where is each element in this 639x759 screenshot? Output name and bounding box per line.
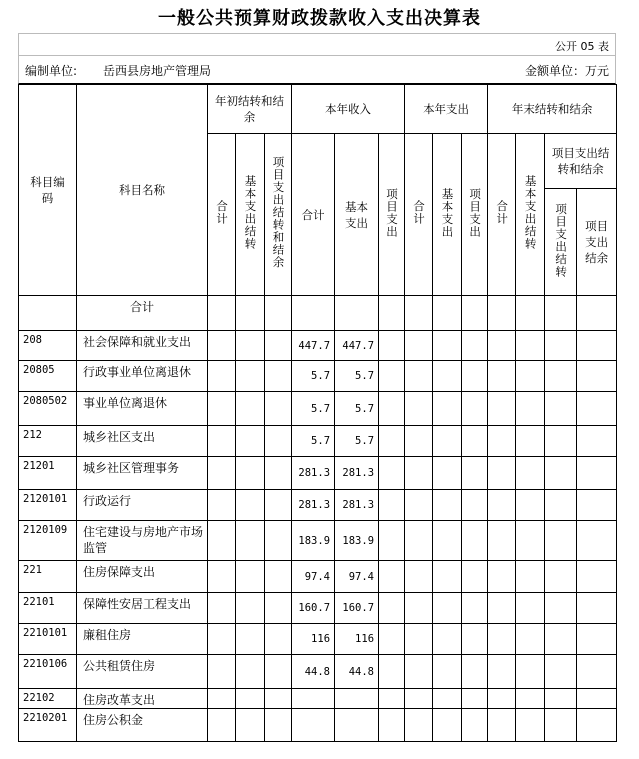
empty-cell bbox=[433, 490, 462, 521]
empty-cell bbox=[208, 561, 236, 593]
empty-cell bbox=[462, 426, 488, 457]
empty-cell bbox=[208, 521, 236, 561]
empty-cell bbox=[236, 490, 265, 521]
empty-cell bbox=[236, 457, 265, 490]
empty-cell bbox=[405, 457, 433, 490]
row-code: 22102 bbox=[19, 689, 77, 709]
row-income-basic: 116 bbox=[335, 624, 379, 655]
row-income-basic: 160.7 bbox=[335, 593, 379, 624]
total-row-code bbox=[19, 296, 77, 331]
empty-cell bbox=[405, 561, 433, 593]
amount-unit: 金额单位：万元 bbox=[524, 64, 609, 78]
unit-label: 编制单位: bbox=[25, 64, 78, 78]
empty-cell bbox=[462, 331, 488, 361]
row-income-total: 5.7 bbox=[292, 361, 335, 392]
unit-name: 岳西县房地产管理局 bbox=[103, 64, 212, 78]
empty-cell bbox=[405, 490, 433, 521]
empty-cell bbox=[265, 490, 292, 521]
empty-cell bbox=[405, 426, 433, 457]
empty-cell bbox=[516, 689, 545, 709]
header-end-project-carry: 项目支出结转 bbox=[545, 189, 577, 296]
row-name: 保障性安居工程支出 bbox=[77, 593, 208, 624]
empty-cell bbox=[577, 624, 617, 655]
empty-cell bbox=[577, 457, 617, 490]
empty-cell bbox=[545, 689, 577, 709]
table-row bbox=[19, 361, 617, 392]
header-begin-project: 项目支出结转和结余 bbox=[265, 134, 292, 296]
row-code: 2120109 bbox=[19, 521, 77, 561]
row-income-total: 281.3 bbox=[292, 457, 335, 490]
empty-cell bbox=[405, 655, 433, 689]
empty-cell bbox=[379, 331, 405, 361]
empty-cell bbox=[516, 426, 545, 457]
empty-cell bbox=[236, 624, 265, 655]
row-code: 2210101 bbox=[19, 624, 77, 655]
empty-cell bbox=[208, 655, 236, 689]
table-row bbox=[19, 331, 617, 361]
empty-cell bbox=[379, 426, 405, 457]
empty-cell bbox=[516, 521, 545, 561]
total-row-label: 合计 bbox=[77, 296, 208, 331]
empty-cell bbox=[265, 709, 292, 742]
empty-cell bbox=[462, 709, 488, 742]
empty-cell bbox=[545, 709, 577, 742]
table-row bbox=[19, 392, 617, 426]
row-income-total: 281.3 bbox=[292, 490, 335, 521]
empty-cell bbox=[379, 457, 405, 490]
row-name: 行政运行 bbox=[77, 490, 208, 521]
empty-cell bbox=[208, 331, 236, 361]
empty-cell bbox=[577, 361, 617, 392]
empty-cell bbox=[208, 624, 236, 655]
empty-cell bbox=[462, 392, 488, 426]
row-income-basic: 281.3 bbox=[335, 490, 379, 521]
empty-cell bbox=[379, 561, 405, 593]
empty-cell bbox=[516, 457, 545, 490]
empty-cell bbox=[236, 689, 265, 709]
empty-cell bbox=[545, 490, 577, 521]
row-income-basic: 5.7 bbox=[335, 426, 379, 457]
empty-cell bbox=[545, 331, 577, 361]
table-code: 公开 05 表 bbox=[555, 40, 609, 53]
empty-cell bbox=[433, 593, 462, 624]
empty-cell bbox=[236, 655, 265, 689]
header-expense-basic: 基本支出 bbox=[433, 134, 462, 296]
empty-cell bbox=[379, 624, 405, 655]
row-name: 事业单位离退休 bbox=[77, 392, 208, 426]
table-row bbox=[19, 689, 617, 709]
empty-cell bbox=[265, 331, 292, 361]
empty-cell bbox=[405, 331, 433, 361]
header-expense-total: 合计 bbox=[405, 134, 433, 296]
row-name: 住房公积金 bbox=[77, 709, 208, 742]
empty-cell bbox=[433, 521, 462, 561]
empty-cell bbox=[405, 392, 433, 426]
row-income-basic: 44.8 bbox=[335, 655, 379, 689]
empty-cell bbox=[265, 361, 292, 392]
header-begin-total: 合计 bbox=[208, 134, 236, 296]
empty-cell bbox=[488, 689, 516, 709]
row-code: 22101 bbox=[19, 593, 77, 624]
empty-cell bbox=[488, 624, 516, 655]
row-name: 住房改革支出 bbox=[77, 689, 208, 709]
budget-table bbox=[18, 84, 617, 742]
empty-cell bbox=[462, 593, 488, 624]
empty-cell bbox=[208, 593, 236, 624]
empty-cell bbox=[236, 593, 265, 624]
table-row bbox=[19, 457, 617, 490]
empty-cell bbox=[462, 521, 488, 561]
empty-cell bbox=[433, 392, 462, 426]
row-income-basic: 5.7 bbox=[335, 361, 379, 392]
row-code: 21201 bbox=[19, 457, 77, 490]
row-income-basic bbox=[335, 689, 379, 709]
table-row bbox=[19, 655, 617, 689]
row-income-total: 5.7 bbox=[292, 392, 335, 426]
empty-cell bbox=[577, 655, 617, 689]
empty-cell bbox=[462, 689, 488, 709]
row-income-total bbox=[292, 689, 335, 709]
empty-cell bbox=[208, 490, 236, 521]
empty-cell bbox=[462, 655, 488, 689]
empty-cell bbox=[462, 490, 488, 521]
header-income-basic: 基本支出 bbox=[335, 134, 379, 296]
empty-cell bbox=[265, 624, 292, 655]
row-income-basic bbox=[335, 709, 379, 742]
empty-cell bbox=[236, 521, 265, 561]
header-end-balance: 年末结转和结余 bbox=[488, 85, 617, 134]
empty-cell bbox=[488, 490, 516, 521]
empty-cell bbox=[405, 593, 433, 624]
header-income-total: 合计 bbox=[292, 134, 335, 296]
empty-cell bbox=[379, 593, 405, 624]
table-code-row bbox=[18, 33, 616, 56]
row-income-total: 160.7 bbox=[292, 593, 335, 624]
empty-cell bbox=[265, 655, 292, 689]
empty-cell bbox=[405, 521, 433, 561]
empty-cell bbox=[545, 361, 577, 392]
header-end-total: 合计 bbox=[488, 134, 516, 296]
empty-cell bbox=[577, 331, 617, 361]
empty-cell bbox=[577, 426, 617, 457]
empty-cell bbox=[577, 593, 617, 624]
empty-cell bbox=[236, 392, 265, 426]
empty-cell bbox=[488, 457, 516, 490]
row-name: 公共租赁住房 bbox=[77, 655, 208, 689]
empty-cell bbox=[577, 689, 617, 709]
empty-cell bbox=[265, 593, 292, 624]
empty-cell bbox=[405, 709, 433, 742]
empty-cell bbox=[545, 521, 577, 561]
empty-cell bbox=[265, 689, 292, 709]
row-name: 廉租住房 bbox=[77, 624, 208, 655]
empty-cell bbox=[516, 392, 545, 426]
table-row bbox=[19, 709, 617, 742]
empty-cell bbox=[433, 361, 462, 392]
header-end-project-group: 项目支出结转和结余 bbox=[545, 134, 617, 189]
row-code: 2210201 bbox=[19, 709, 77, 742]
empty-cell bbox=[208, 426, 236, 457]
table-row bbox=[19, 426, 617, 457]
empty-cell bbox=[577, 490, 617, 521]
empty-cell bbox=[265, 521, 292, 561]
empty-cell bbox=[516, 655, 545, 689]
table-row bbox=[19, 593, 617, 624]
empty-cell bbox=[379, 490, 405, 521]
empty-cell bbox=[577, 709, 617, 742]
row-income-basic: 447.7 bbox=[335, 331, 379, 361]
row-code: 208 bbox=[19, 331, 77, 361]
empty-cell bbox=[516, 331, 545, 361]
row-name: 城乡社区支出 bbox=[77, 426, 208, 457]
empty-cell bbox=[516, 361, 545, 392]
empty-cell bbox=[545, 457, 577, 490]
empty-cell bbox=[236, 561, 265, 593]
empty-cell bbox=[208, 392, 236, 426]
empty-cell bbox=[488, 361, 516, 392]
row-code: 212 bbox=[19, 426, 77, 457]
empty-cell bbox=[433, 457, 462, 490]
empty-cell bbox=[462, 457, 488, 490]
empty-cell bbox=[433, 331, 462, 361]
empty-cell bbox=[265, 457, 292, 490]
empty-cell bbox=[208, 361, 236, 392]
empty-cell bbox=[577, 392, 617, 426]
empty-cell bbox=[433, 624, 462, 655]
row-income-basic: 281.3 bbox=[335, 457, 379, 490]
header-subject-name: 科目名称 bbox=[77, 85, 208, 296]
empty-cell bbox=[488, 709, 516, 742]
empty-cell bbox=[577, 561, 617, 593]
empty-cell bbox=[405, 624, 433, 655]
empty-cell bbox=[379, 689, 405, 709]
empty-cell bbox=[236, 426, 265, 457]
header-expense-project: 项目支出 bbox=[462, 134, 488, 296]
empty-cell bbox=[265, 561, 292, 593]
row-code: 221 bbox=[19, 561, 77, 593]
empty-cell bbox=[208, 457, 236, 490]
empty-cell bbox=[379, 392, 405, 426]
empty-cell bbox=[462, 361, 488, 392]
empty-cell bbox=[545, 593, 577, 624]
empty-cell bbox=[405, 689, 433, 709]
empty-cell bbox=[433, 689, 462, 709]
header-income: 本年收入 bbox=[292, 85, 405, 134]
header-begin-balance: 年初结转和结余 bbox=[208, 85, 292, 134]
empty-cell bbox=[433, 655, 462, 689]
empty-cell bbox=[236, 331, 265, 361]
empty-cell bbox=[545, 392, 577, 426]
table-row bbox=[19, 624, 617, 655]
empty-cell bbox=[379, 521, 405, 561]
unit-row bbox=[18, 56, 616, 84]
empty-cell bbox=[265, 426, 292, 457]
empty-cell bbox=[433, 426, 462, 457]
row-income-total: 44.8 bbox=[292, 655, 335, 689]
row-name: 城乡社区管理事务 bbox=[77, 457, 208, 490]
header-end-basic: 基本支出结转 bbox=[516, 134, 545, 296]
empty-cell bbox=[488, 521, 516, 561]
page-title: 一般公共预算财政拨款收入支出决算表 bbox=[158, 8, 481, 29]
row-name: 住宅建设与房地产市场监管 bbox=[77, 521, 208, 561]
row-income-basic: 97.4 bbox=[335, 561, 379, 593]
row-name: 社会保障和就业支出 bbox=[77, 331, 208, 361]
row-name: 行政事业单位离退休 bbox=[77, 361, 208, 392]
empty-cell bbox=[545, 561, 577, 593]
empty-cell bbox=[433, 561, 462, 593]
row-name: 住房保障支出 bbox=[77, 561, 208, 593]
row-income-basic: 183.9 bbox=[335, 521, 379, 561]
empty-cell bbox=[516, 624, 545, 655]
empty-cell bbox=[208, 709, 236, 742]
empty-cell bbox=[577, 521, 617, 561]
empty-cell bbox=[462, 624, 488, 655]
empty-cell bbox=[236, 709, 265, 742]
empty-cell bbox=[545, 426, 577, 457]
empty-cell bbox=[433, 709, 462, 742]
empty-cell bbox=[236, 361, 265, 392]
empty-cell bbox=[545, 624, 577, 655]
empty-cell bbox=[516, 561, 545, 593]
empty-cell bbox=[488, 392, 516, 426]
header-expense: 本年支出 bbox=[405, 85, 488, 134]
table-row bbox=[19, 561, 617, 593]
row-code: 2080502 bbox=[19, 392, 77, 426]
empty-cell bbox=[516, 709, 545, 742]
row-income-total: 183.9 bbox=[292, 521, 335, 561]
empty-cell bbox=[379, 361, 405, 392]
empty-cell bbox=[379, 655, 405, 689]
row-income-total bbox=[292, 709, 335, 742]
empty-cell bbox=[488, 655, 516, 689]
row-income-total: 97.4 bbox=[292, 561, 335, 593]
empty-cell bbox=[405, 361, 433, 392]
row-income-basic: 5.7 bbox=[335, 392, 379, 426]
row-code: 20805 bbox=[19, 361, 77, 392]
empty-cell bbox=[208, 689, 236, 709]
empty-cell bbox=[379, 709, 405, 742]
empty-cell bbox=[545, 655, 577, 689]
empty-cell bbox=[516, 593, 545, 624]
header-subject-code: 科目编码 bbox=[19, 85, 77, 296]
row-income-total: 5.7 bbox=[292, 426, 335, 457]
empty-cell bbox=[488, 593, 516, 624]
table-row bbox=[19, 521, 617, 561]
empty-cell bbox=[488, 331, 516, 361]
row-code: 2210106 bbox=[19, 655, 77, 689]
empty-cell bbox=[462, 561, 488, 593]
empty-cell bbox=[488, 426, 516, 457]
table-row bbox=[19, 490, 617, 521]
header-end-project-surplus: 项目支出结余 bbox=[577, 189, 617, 296]
header-income-project: 项目支出 bbox=[379, 134, 405, 296]
row-income-total: 116 bbox=[292, 624, 335, 655]
row-code: 2120101 bbox=[19, 490, 77, 521]
empty-cell bbox=[488, 561, 516, 593]
empty-cell bbox=[516, 490, 545, 521]
row-income-total: 447.7 bbox=[292, 331, 335, 361]
header-begin-basic: 基本支出结转 bbox=[236, 134, 265, 296]
empty-cell bbox=[265, 392, 292, 426]
